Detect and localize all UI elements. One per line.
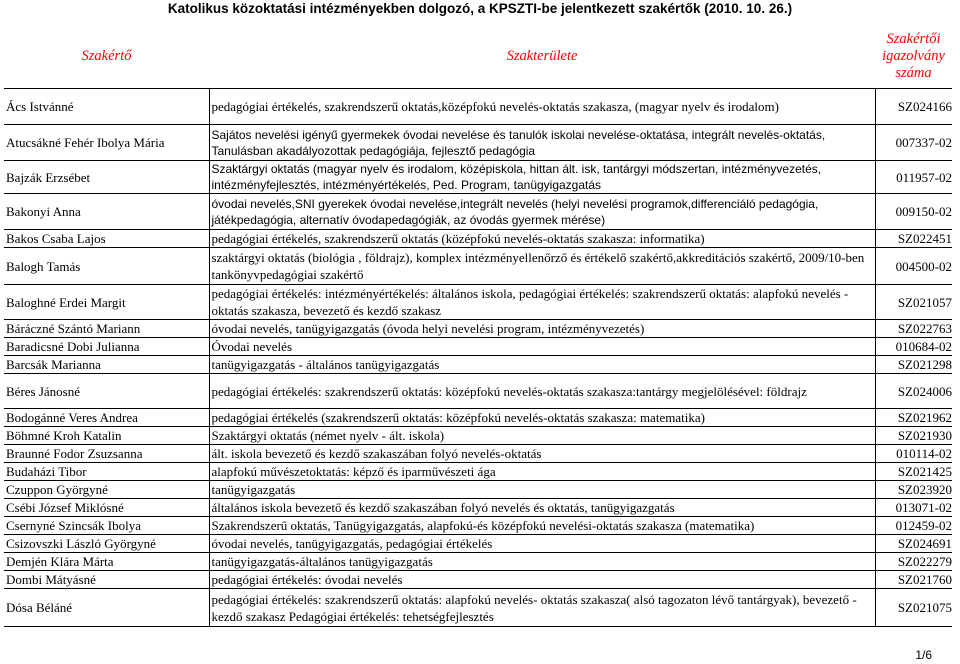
expert-field: Szakrendszerű oktatás, Tanügyigazgatás, alapfokú-és középfokú nevelési-oktatás szakasza (matematika) — [209, 517, 875, 535]
expert-field: szaktárgyi oktatás (biológia , földrajz), komplex intézményellenőrző és értékelő szakértő,akkreditációs szakértő, 2009/10-ben tankönyvpedagógiai szakértő — [209, 248, 875, 285]
table-row — [4, 320, 952, 338]
expert-name: Barcsák Marianna — [4, 356, 209, 374]
table-row — [4, 125, 952, 161]
expert-name: Bakonyi Anna — [4, 194, 209, 230]
expert-field: pedagógiai értékelés (szakrendszerű oktatás: középfokú nevelés-oktatás szakasza: matematika) — [209, 409, 875, 427]
expert-name: Bodogánné Veres Andrea — [4, 409, 209, 427]
expert-field: pedagógiai értékelés: intézményértékelés: általános iskola, pedagógiai értékelés: szakrendszerű oktatás: alapfokú nevelés - oktatás szakasza, bevezető és kezdő szakasz — [209, 285, 875, 320]
table-row — [4, 427, 952, 445]
cert-number: 004500-02 — [875, 248, 952, 285]
expert-field: tanügyigazgatás - általános tanügyigazgatás — [209, 356, 875, 374]
table-row — [4, 374, 952, 409]
expert-field: óvodai nevelés, tanügyigazgatás (óvoda helyi nevelési program, intézményvezetés) — [209, 320, 875, 338]
expert-field: Sajátos nevelési igényű gyermekek óvodai nevelése és tanulók iskolai nevelése-oktatása, integrált nevelés-oktatás, Tanulásban akadályozottak pedagógiája, fejlesztő pedagógia — [209, 125, 875, 161]
cert-number: SZ022279 — [875, 553, 952, 571]
cert-number: 010114-02 — [875, 445, 952, 463]
expert-name: Csernyné Szincsák Ibolya — [4, 517, 209, 535]
table-row — [4, 445, 952, 463]
cert-number: SZ022763 — [875, 320, 952, 338]
header-expert: Szakértő — [81, 47, 132, 64]
table-row — [4, 89, 952, 125]
expert-field: ált. iskola bevezető és kezdő szakaszában folyó nevelés-oktatás — [209, 445, 875, 463]
page-number: 1/6 — [915, 648, 932, 662]
expert-field: óvodai nevelés, tanügyigazgatás, pedagógiai értékelés — [209, 535, 875, 553]
cert-number: SZ022451 — [875, 230, 952, 248]
expert-field: Szaktárgyi oktatás (német nyelv - ált. iskola) — [209, 427, 875, 445]
expert-name: Dombi Mátyásné — [4, 571, 209, 589]
document-title: Katolikus közoktatási intézményekben dolgozó, a KPSZTI-be jelentkezett szakértők (2010. 10. 26.) — [167, 1, 793, 16]
expert-name: Atucsákné Fehér Ibolya Mária — [4, 125, 209, 161]
cert-number: 010684-02 — [875, 338, 952, 356]
expert-field: általános iskola bevezető és kezdő szakaszában folyó nevelés és oktatás, tanügyigazgatás — [209, 499, 875, 517]
expert-name: Demjén Klára Márta — [4, 553, 209, 571]
cert-number: SZ021075 — [875, 589, 952, 627]
expert-name: Csizovszki László Györgyné — [4, 535, 209, 553]
table-row — [4, 517, 952, 535]
expert-name: Báráczné Szántó Mariann — [4, 320, 209, 338]
header-field: Szakterülete — [506, 47, 578, 64]
cert-number: 013071-02 — [875, 499, 952, 517]
expert-name: Ács Istvánné — [4, 89, 209, 125]
cert-number: SZ024166 — [875, 89, 952, 125]
table-row — [4, 356, 952, 374]
expert-field: pedagógiai értékelés: óvodai nevelés — [209, 571, 875, 589]
cert-number: 007337-02 — [875, 125, 952, 161]
table-row — [4, 161, 952, 194]
expert-field: alapfokú művészetoktatás: képző és iparművészeti ága — [209, 463, 875, 481]
table-row — [4, 535, 952, 553]
expert-name: Braunné Fodor Zsuzsanna — [4, 445, 209, 463]
cert-number: SZ021298 — [875, 356, 952, 374]
expert-field: óvodai nevelés,SNI gyerekek óvodai nevelése,integrált nevelés (helyi nevelési programok,differenciáló pedagógia, játékpedagógia, alternatív óvodapedagógiák, az óvodás gyermek mérése) — [209, 194, 875, 230]
cert-number: SZ024006 — [875, 374, 952, 409]
expert-field: pedagógiai értékelés, szakrendszerű oktatás (középfokú nevelés-oktatás szakasza: informatika) — [209, 230, 875, 248]
cert-number: SZ023920 — [875, 481, 952, 499]
expert-name: Csébi József Miklósné — [4, 499, 209, 517]
cert-number: SZ021930 — [875, 427, 952, 445]
expert-name: Bajzák Erzsébet — [4, 161, 209, 194]
table-row — [4, 230, 952, 248]
expert-name: Balogh Tamás — [4, 248, 209, 285]
cert-number: SZ024691 — [875, 535, 952, 553]
expert-name: Dósa Béláné — [4, 589, 209, 627]
cert-number: SZ021760 — [875, 571, 952, 589]
table-row — [4, 194, 952, 230]
expert-field: pedagógiai értékelés: szakrendszerű oktatás: alapfokú nevelés- oktatás szakasza( alsó tagozaton lévő tantárgyak), bevezető - kezdő szakasz Pedagógiai értékelés: tehetségfejlesztés — [209, 589, 875, 627]
expert-field: Szaktárgyi oktatás (magyar nyelv és irodalom, középiskola, hittan ált. isk, tantárgyi módszertan, intézményvezetés, intézményfejlesztés, intézményértékelés, Ped. Program, tanügyigazgatás — [209, 161, 875, 194]
cert-number: 009150-02 — [875, 194, 952, 230]
cert-number: SZ021057 — [875, 285, 952, 320]
table-row — [4, 463, 952, 481]
expert-name: Baradicsné Dobi Julianna — [4, 338, 209, 356]
cert-number: 011957-02 — [875, 161, 952, 194]
expert-field: tanügyigazgatás-általános tanügyigazgatás — [209, 553, 875, 571]
cert-number: 012459-02 — [875, 517, 952, 535]
table-row — [4, 589, 952, 627]
expert-field: Óvodai nevelés — [209, 338, 875, 356]
table-header-row — [4, 24, 952, 89]
expert-name: Budaházi Tibor — [4, 463, 209, 481]
table-row — [4, 571, 952, 589]
expert-name: Böhmné Kroh Katalin — [4, 427, 209, 445]
table-row — [4, 553, 952, 571]
table-row — [4, 338, 952, 356]
table-row — [4, 248, 952, 285]
expert-name: Czuppon Györgyné — [4, 481, 209, 499]
expert-field: tanügyigazgatás — [209, 481, 875, 499]
expert-field: pedagógiai értékelés, szakrendszerű oktatás,középfokú nevelés-oktatás szakasza, (magyar nyelv és irodalom) — [209, 89, 875, 125]
expert-field: pedagógiai értékelés: szakrendszerű oktatás: középfokú nevelés-oktatás szakasza:tantárgy megjelölésével: földrajz — [209, 374, 875, 409]
expert-name: Baloghné Erdei Margit — [4, 285, 209, 320]
table-row — [4, 499, 952, 517]
cert-number: SZ021425 — [875, 463, 952, 481]
expert-name: Béres Jánosné — [4, 374, 209, 409]
table-row — [4, 285, 952, 320]
expert-name: Bakos Csaba Lajos — [4, 230, 209, 248]
experts-table — [4, 24, 952, 627]
table-row — [4, 481, 952, 499]
header-cert: Szakértői igazolvány száma — [882, 30, 945, 81]
cert-number: SZ021962 — [875, 409, 952, 427]
table-row — [4, 409, 952, 427]
